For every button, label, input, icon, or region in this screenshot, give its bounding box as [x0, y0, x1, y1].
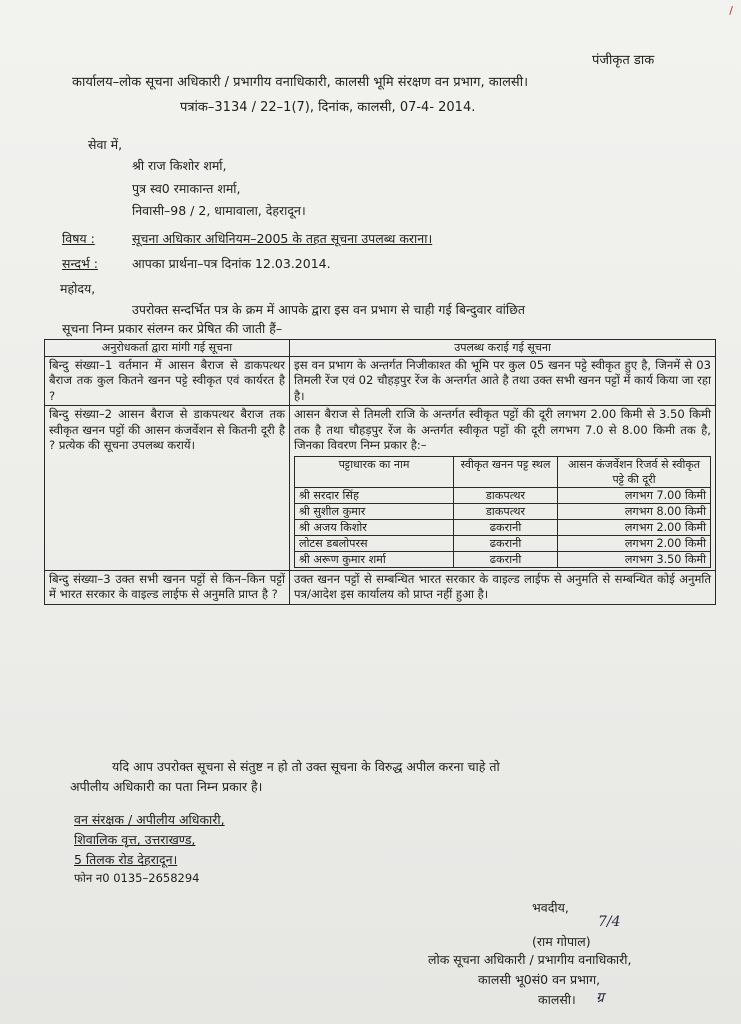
- lease-distance: लगभग 8.00 किमी: [558, 503, 711, 519]
- inner-row: [295, 535, 711, 551]
- table-header-row: [45, 340, 716, 357]
- office-header: कार्यालय–लोक सूचना अधिकारी / प्रभागीय वनाधिकारी, कालसी भूमि संरक्षण वन प्रभाग, कालसी।: [72, 75, 529, 90]
- corner-mark: /: [729, 4, 733, 17]
- signatory-place: कालसी।: [538, 992, 576, 1007]
- lease-site: डाकपत्थर: [454, 503, 558, 519]
- signature-initials: 7/4: [598, 914, 621, 930]
- lease-distance-table: [294, 456, 711, 568]
- signatory-designation: लोक सूचना अधिकारी / प्रभागीय वनाधिकारी,: [428, 952, 632, 967]
- signatory-name: (राम गोपाल): [532, 934, 591, 949]
- recipient-to: सेवा में,: [88, 137, 123, 152]
- intro-line-1: उपरोक्त सन्दर्भित पत्र के क्रम में आपके द्वारा इस वन प्रभाग से चाही गई बिन्दुवार वांछित: [132, 302, 526, 317]
- inner-header-row: [295, 456, 711, 487]
- appellate-title: वन संरक्षक / अपीलीय अधिकारी,: [74, 812, 225, 827]
- recipient-address: निवासी–98 / 2, धामावाला, देहरादून।: [132, 203, 306, 218]
- appellate-circle: शिवालिक वृत्त, उत्तराखण्ड,: [74, 832, 196, 847]
- intro-line-2: सूचना निम्न प्रकार संलग्न कर प्रेषित की जाती हैं–: [62, 321, 283, 336]
- point-1-question: बिन्दु संख्या–1 वर्तमान में आसन बैराज से डाकपत्थर बैराज तक कुल कितने खनन पट्टे स्वीकृत एवं कार्यरत है ?: [45, 356, 290, 406]
- lease-distance: लगभग 2.00 किमी: [558, 519, 711, 535]
- appellate-phone: फोन न0 0135–2658294: [74, 871, 200, 885]
- holder-name: श्री अरूण कुमार शर्मा: [295, 551, 454, 567]
- table-row: [45, 406, 716, 571]
- point-3-question: बिन्दु संख्या–3 उक्त सभी खनन पट्टों से किन–किन पट्टों में भारत सरकार के वाइल्ड लाईफ से अनुमति प्राप्त है ?: [45, 570, 290, 604]
- information-table: [44, 339, 716, 605]
- inner-row: [295, 551, 711, 567]
- appellate-address: 5 तिलक रोड देहरादून।: [74, 852, 178, 867]
- holder-name: श्री सुशील कुमार: [295, 503, 454, 519]
- recipient-father: पुत्र स्व0 रमाकान्त शर्मा,: [132, 181, 241, 196]
- inner-row: [295, 487, 711, 503]
- table-row: [45, 356, 716, 406]
- inner-row: [295, 519, 711, 535]
- subject-text: सूचना अधिकार अधिनियम–2005 के तहत सूचना उपलब्ध कराना।: [132, 231, 433, 246]
- lease-distance: लगभग 2.00 किमी: [558, 535, 711, 551]
- lease-site: ढकरानी: [454, 519, 558, 535]
- appeal-line-1: यदि आप उपरोक्त सूचना से संतुष्ट न हो तो उक्त सूचना के विरुद्ध अपील करना चाहे तो: [112, 759, 500, 774]
- signature-mark: ग्र: [596, 990, 604, 1006]
- holder-name: श्री सरदार सिंह: [295, 487, 454, 503]
- letter-reference: पत्रांक–3134 / 22–1(7), दिनांक, कालसी, 07-4- 2014.: [180, 100, 476, 115]
- lease-site: ढकरानी: [454, 551, 558, 567]
- lease-distance: लगभग 3.50 किमी: [558, 551, 711, 567]
- header-requested-info: अनुरोधकर्ता द्वारा मांगी गई सूचना: [45, 340, 290, 357]
- registered-post-label: पंजीकृत डाक: [592, 53, 655, 68]
- inner-header-holder: पट्टाधारक का नाम: [295, 456, 454, 487]
- point-2-answer: आसन बैराज से तिमली राजि के अन्तर्गत स्वीकृत पट्टों की दूरी लगभग 2.00 किमी से 3.50 किमी तक है तथा चौहड़पुर रेंज के अन्तर्गत स्वीकृत पट्टों की दूरी लगभग 7.0 से 8.00 किमी तक है, जिनका विवरण निम्न प्रकार है:–: [294, 407, 711, 452]
- salutation: महोदय,: [60, 281, 96, 296]
- reference-label: सन्दर्भ :: [62, 256, 98, 271]
- yours-faithfully: भवदीय,: [532, 900, 569, 915]
- recipient-name: श्री राज किशोर शर्मा,: [132, 158, 227, 173]
- subject-label: विषय :: [62, 231, 95, 246]
- point-3-answer: उक्त खनन पट्टों से सम्बन्धित भारत सरकार के वाइल्ड लाईफ से अनुमति से सम्बन्धित कोई अनुमति पत्र/आदेश इस कार्यालय को प्राप्त नहीं हुआ है।: [290, 570, 716, 604]
- inner-header-site: स्वीकृत खनन पट्ट स्थल: [454, 456, 558, 487]
- reference-text: आपका प्रार्थना–पत्र दिनांक 12.03.2014.: [132, 256, 331, 271]
- appeal-line-2: अपीलीय अधिकारी का पता निम्न प्रकार है।: [70, 779, 263, 794]
- inner-header-distance: आसन कंजर्वेशन रिजर्व से स्वीकृत पट्टे की दूरी: [558, 456, 711, 487]
- lease-site: डाकपत्थर: [454, 487, 558, 503]
- lease-site: ढकरानी: [454, 535, 558, 551]
- inner-row: [295, 503, 711, 519]
- table-row: [45, 570, 716, 604]
- point-1-answer: इस वन प्रभाग के अन्तर्गत निजीकाश्त की भूमि पर कुल 05 खनन पट्टे स्वीकृत हुए है, जिनमें से 03 तिमली रेंज एवं 02 चौहड़पुर रेंज के अन्तर्गत आते है तथा उक्त सभी खनन पट्टों में कार्य किया जा रहा है।: [290, 356, 716, 406]
- header-provided-info: उपलब्ध कराई गई सूचना: [290, 340, 716, 357]
- lease-distance: लगभग 7.00 किमी: [558, 487, 711, 503]
- signatory-division: कालसी भू0सं0 वन प्रभाग,: [478, 972, 601, 987]
- holder-name: श्री अजय किशोर: [295, 519, 454, 535]
- point-2-question: बिन्दु संख्या–2 आसन बैराज से डाकपत्थर बैराज तक स्वीकृत खनन पट्टों की आसन कंजर्वेशन से कितनी दूरी है ? प्रत्येक की सूचना उपलब्ध करायें।: [45, 406, 290, 571]
- point-2-answer-cell: [290, 406, 716, 571]
- holder-name: लोटस डबलोपरस: [295, 535, 454, 551]
